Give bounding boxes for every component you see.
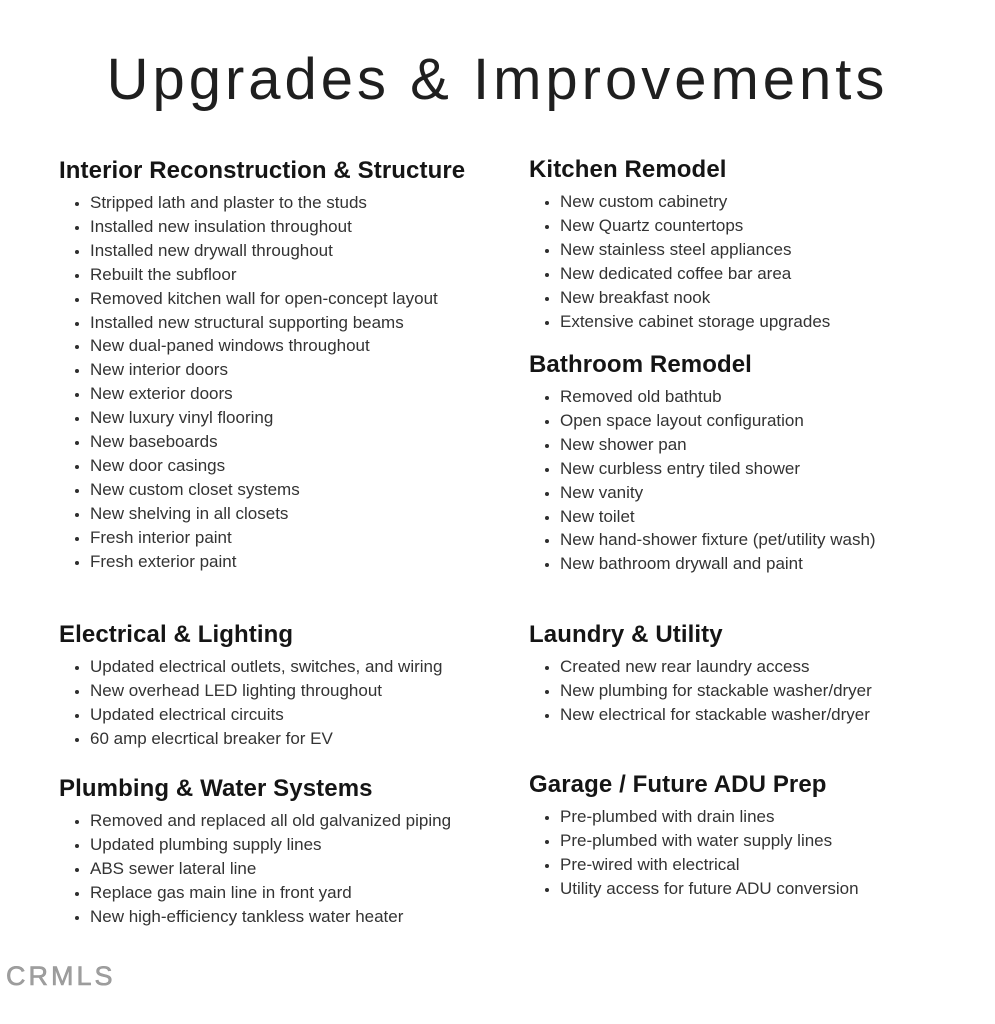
list-item: • New interior doors [90, 358, 531, 382]
list-item: • ABS sewer lateral line [90, 857, 531, 881]
list-item: • New luxury vinyl flooring [90, 406, 531, 430]
list-item: • Created new rear laundry access [560, 655, 991, 679]
list-item: • Pre-plumbed with drain lines [560, 805, 991, 829]
section-heading: Interior Reconstruction & Structure [59, 157, 466, 184]
section-plumbing-water-systems [59, 776, 531, 929]
list-item: • Stripped lath and plaster to the studs [90, 191, 531, 215]
list-item: • Updated electrical outlets, switches, and wiring [90, 655, 531, 679]
list-item: • New high-efficiency tankless water heater [90, 905, 531, 929]
list-item: • New custom closet systems [90, 478, 531, 502]
list-item: • New toilet [560, 505, 991, 529]
section-bathroom-remodel [529, 352, 991, 576]
bullet-list [529, 805, 991, 901]
list-item: • Installed new structural supporting beams [90, 311, 531, 335]
list-item: • New breakfast nook [560, 286, 991, 310]
list-item: • New electrical for stackable washer/dryer [560, 703, 991, 727]
bullet-list [59, 655, 531, 751]
list-item: • New plumbing for stackable washer/dryer [560, 679, 991, 703]
section-laundry-utility [529, 622, 991, 727]
bullet-list [529, 190, 991, 333]
list-item: • Updated plumbing supply lines [90, 833, 531, 857]
list-item: • Removed old bathtub [560, 385, 991, 409]
list-item: • Open space layout configuration [560, 409, 991, 433]
list-item: • Pre-plumbed with water supply lines [560, 829, 991, 853]
list-item: • Installed new drywall throughout [90, 239, 531, 263]
list-item: • New exterior doors [90, 382, 531, 406]
page-title: Upgrades & Improvements [106, 47, 889, 112]
list-item: • Pre-wired with electrical [560, 853, 991, 877]
bullet-list [59, 809, 531, 929]
list-item: • Removed and replaced all old galvanized piping [90, 809, 531, 833]
bullet-list [529, 655, 991, 727]
section-heading: Electrical & Lighting [59, 621, 294, 648]
list-item: • New stainless steel appliances [560, 238, 991, 262]
list-item: • Replace gas main line in front yard [90, 881, 531, 905]
section-heading: Kitchen Remodel [529, 156, 727, 183]
list-item: • Extensive cabinet storage upgrades [560, 310, 991, 334]
list-item: • New custom cabinetry [560, 190, 991, 214]
list-item: • Installed new insulation throughout [90, 215, 531, 239]
section-heading: Plumbing & Water Systems [59, 775, 373, 802]
list-item: • New vanity [560, 481, 991, 505]
list-item: • New baseboards [90, 430, 531, 454]
list-item: • New dual-paned windows throughout [90, 334, 531, 358]
list-item: • Rebuilt the subfloor [90, 263, 531, 287]
list-item: • Fresh interior paint [90, 526, 531, 550]
section-electrical-lighting [59, 622, 531, 751]
bullet-list [59, 191, 531, 574]
section-interior-reconstruction-structure [59, 158, 531, 574]
list-item: • New door casings [90, 454, 531, 478]
list-item: • Fresh exterior paint [90, 550, 531, 574]
list-item: • New bathroom drywall and paint [560, 552, 991, 576]
list-item: • Removed kitchen wall for open-concept layout [90, 287, 531, 311]
list-item: • New overhead LED lighting throughout [90, 679, 531, 703]
crmls-watermark: CRMLS [6, 961, 116, 991]
list-item: • New Quartz countertops [560, 214, 991, 238]
section-heading: Garage / Future ADU Prep [529, 771, 827, 798]
list-item: • New shelving in all closets [90, 502, 531, 526]
list-item: • Updated electrical circuits [90, 703, 531, 727]
section-heading: Bathroom Remodel [529, 351, 752, 378]
list-item: • New hand-shower fixture (pet/utility wash) [560, 528, 991, 552]
list-item: • New dedicated coffee bar area [560, 262, 991, 286]
list-item: • 60 amp elecrtical breaker for EV [90, 727, 531, 751]
list-item: • New shower pan [560, 433, 991, 457]
section-garage-future-adu-prep [529, 772, 991, 901]
section-kitchen-remodel [529, 157, 991, 333]
list-item: • Utility access for future ADU conversion [560, 877, 991, 901]
section-heading: Laundry & Utility [529, 621, 723, 648]
list-item: • New curbless entry tiled shower [560, 457, 991, 481]
bullet-list [529, 385, 991, 576]
